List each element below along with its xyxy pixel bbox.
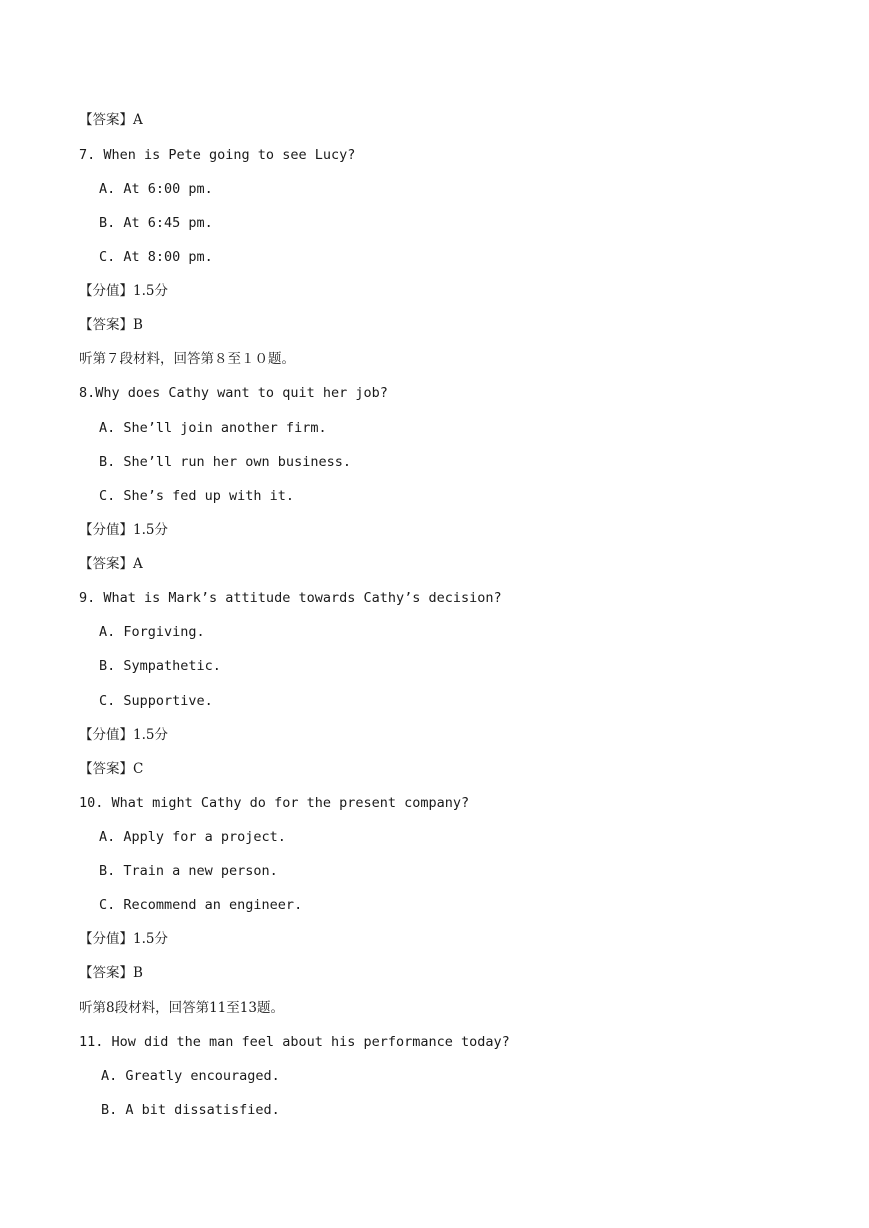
- q8-score: 【分值】1.5分: [79, 522, 168, 538]
- section-7-instruction: 听第７段材料，回答第８至１０题。: [79, 351, 295, 367]
- q11-option-a: A. Greatly encouraged.: [101, 1068, 280, 1084]
- q8-answer: 【答案】A: [79, 556, 143, 572]
- q9-score: 【分值】1.5分: [79, 727, 168, 743]
- q9-option-c: C. Supportive.: [99, 693, 213, 709]
- question-9: 9. What is Mark’s attitude towards Cathy’s decision?: [79, 590, 502, 606]
- q10-answer: 【答案】B: [79, 965, 143, 981]
- q8-option-c: C. She’s fed up with it.: [99, 488, 295, 504]
- question-11: 11. How did the man feel about his performance today?: [79, 1034, 510, 1050]
- q10-score: 【分值】1.5分: [79, 931, 168, 947]
- q10-option-c: C. Recommend an engineer.: [99, 897, 303, 913]
- q7-option-a: A. At 6:00 pm.: [99, 181, 213, 197]
- q7-score: 【分值】1.5分: [79, 283, 168, 299]
- q7-option-b: B. At 6:45 pm.: [99, 215, 213, 231]
- q11-option-b: B. A bit dissatisfied.: [101, 1102, 280, 1118]
- q8-option-a: A. She’ll join another firm.: [99, 420, 327, 436]
- question-8: 8.Why does Cathy want to quit her job?: [79, 385, 388, 401]
- q9-option-b: B. Sympathetic.: [99, 658, 221, 674]
- question-7: 7. When is Pete going to see Lucy?: [79, 147, 356, 163]
- q10-option-b: B. Train a new person.: [99, 863, 278, 879]
- answer-label: 【答案】A: [79, 112, 143, 128]
- q9-answer: 【答案】C: [79, 761, 144, 777]
- q9-option-a: A. Forgiving.: [99, 624, 205, 640]
- q8-option-b: B. She’ll run her own business.: [99, 454, 351, 470]
- q7-answer: 【答案】B: [79, 317, 143, 333]
- section-8-instruction: 听第8段材料，回答第11至13题。: [79, 1000, 284, 1016]
- question-10: 10. What might Cathy do for the present company?: [79, 795, 470, 811]
- q7-option-c: C. At 8:00 pm.: [99, 249, 213, 265]
- q10-option-a: A. Apply for a project.: [99, 829, 286, 845]
